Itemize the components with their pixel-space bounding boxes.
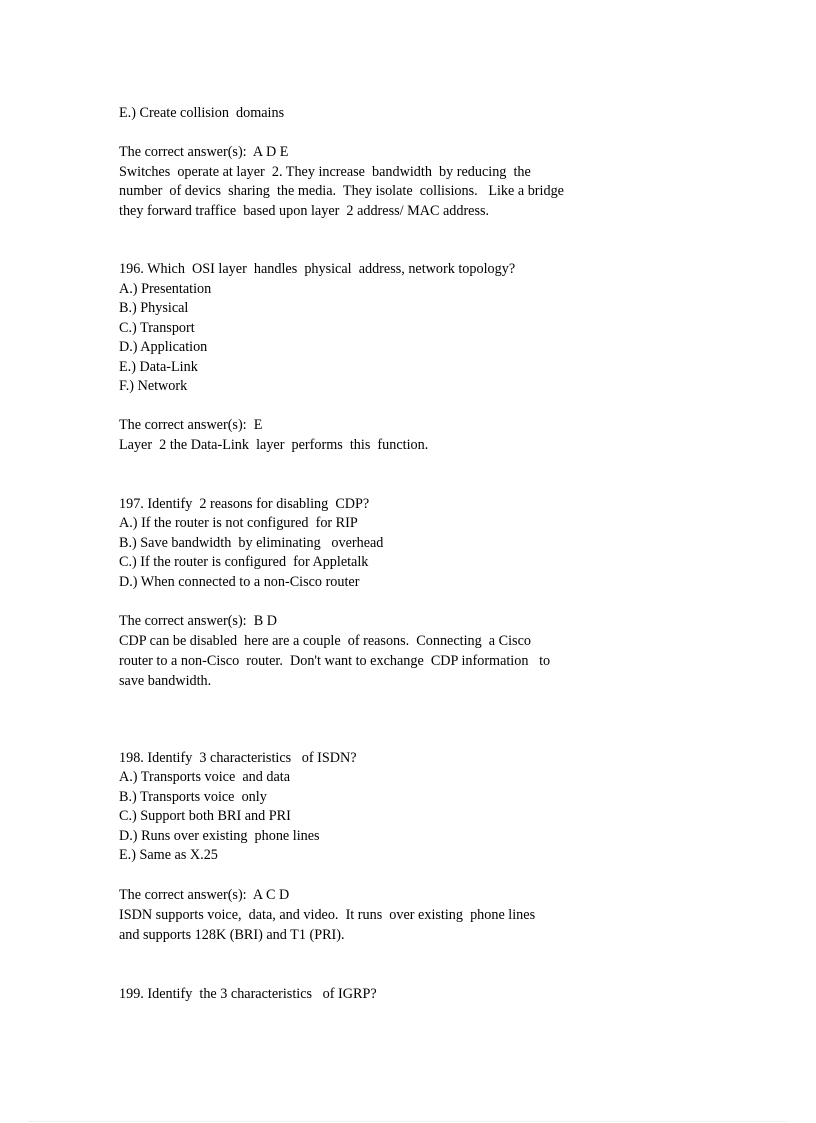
explanation-line: Switches operate at layer 2. They increase bandwidth by reducing the: [119, 164, 531, 180]
option-line: E.) Same as X.25: [119, 847, 218, 863]
answer-line: The correct answer(s): E: [119, 417, 263, 433]
explanation-line: number of devics sharing the media. They isolate collisions. Like a bridge: [119, 183, 564, 199]
option-line: B.) Transports voice only: [119, 789, 267, 805]
option-line: A.) Transports voice and data: [119, 769, 291, 785]
answer-line: The correct answer(s): A D E: [119, 144, 289, 160]
option-line: C.) Transport: [119, 320, 195, 336]
explanation-line: CDP can be disabled here are a couple of reasons. Connecting a Cisco: [119, 633, 531, 649]
text-line: E.) Create collision domains: [119, 105, 285, 121]
question-196: 196. Which OSI layer handles physical address, network topology?: [119, 261, 516, 277]
explanation-line: ISDN supports voice, data, and video. It runs over existing phone lines: [119, 907, 536, 923]
option-line: D.) Application: [119, 339, 208, 355]
option-line: A.) Presentation: [119, 281, 212, 297]
option-line: A.) If the router is not configured for RIP: [119, 515, 358, 531]
option-line: D.) Runs over existing phone lines: [119, 828, 320, 844]
explanation-line: router to a non-Cisco router. Don't want to exchange CDP information to: [119, 653, 551, 669]
answer-line: The correct answer(s): A C D: [119, 887, 290, 903]
explanation-line: they forward traffice based upon layer 2 address/ MAC address.: [119, 203, 490, 219]
option-line: B.) Physical: [119, 300, 189, 316]
option-line: D.) When connected to a non-Cisco router: [119, 574, 360, 590]
option-line: B.) Save bandwidth by eliminating overhead: [119, 535, 384, 551]
page-bottom-divider: [28, 1121, 788, 1122]
option-line: F.) Network: [119, 378, 188, 394]
option-line: C.) Support both BRI and PRI: [119, 808, 291, 824]
explanation-line: and supports 128K (BRI) and T1 (PRI).: [119, 927, 345, 943]
option-line: E.) Data-Link: [119, 359, 198, 375]
question-199: 199. Identify the 3 characteristics of IGRP?: [119, 986, 377, 1002]
question-198: 198. Identify 3 characteristics of ISDN?: [119, 750, 357, 766]
answer-line: The correct answer(s): B D: [119, 613, 277, 629]
explanation-line: save bandwidth.: [119, 673, 212, 689]
question-197: 197. Identify 2 reasons for disabling CDP?: [119, 496, 370, 512]
option-line: C.) If the router is configured for Appletalk: [119, 554, 369, 570]
explanation-line: Layer 2 the Data-Link layer performs this function.: [119, 437, 429, 453]
